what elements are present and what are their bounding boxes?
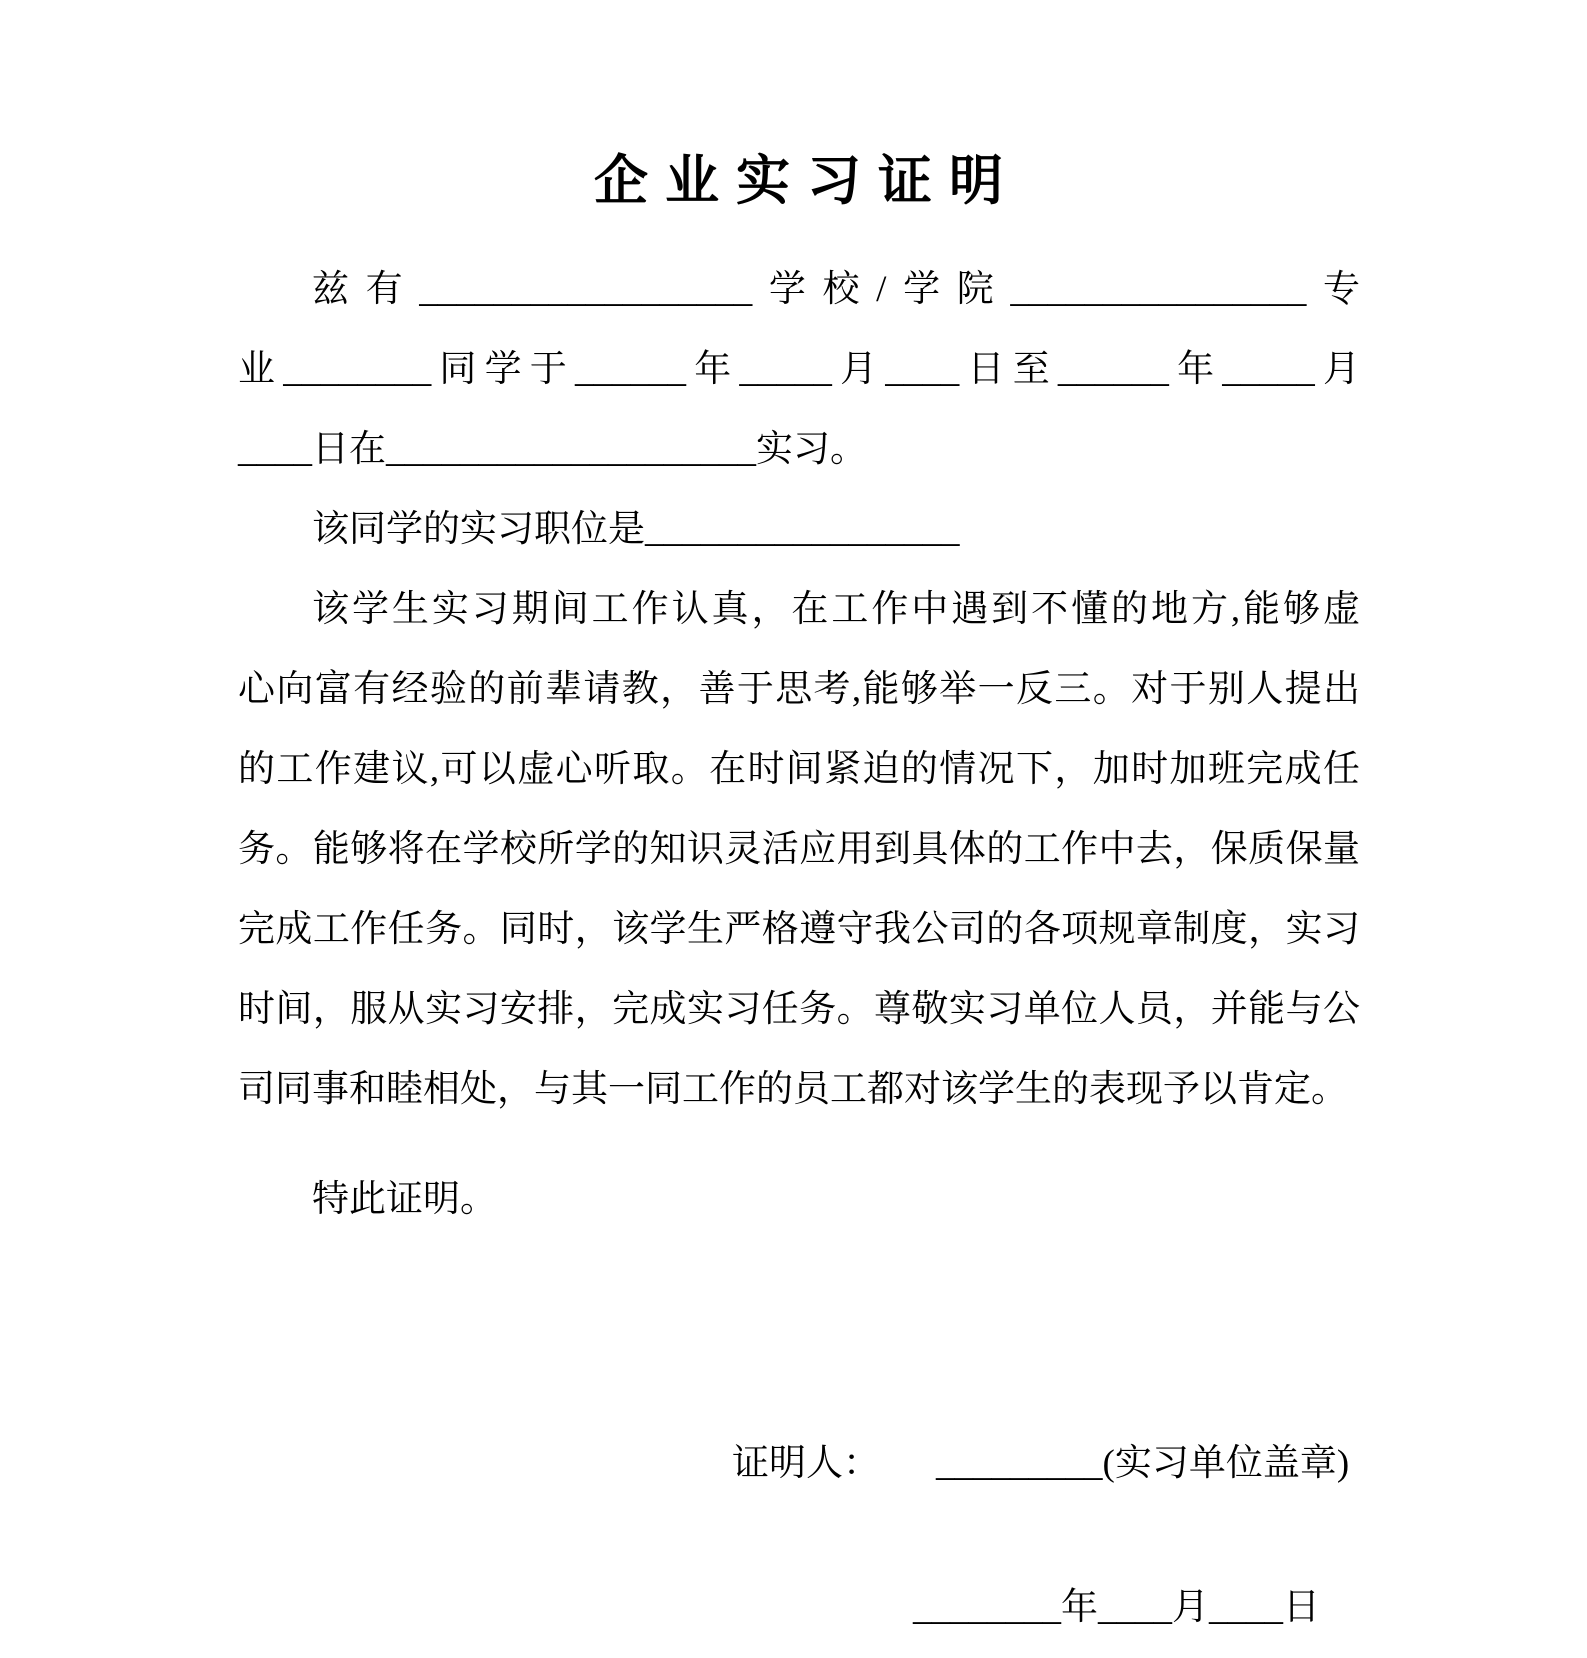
- evaluation-line-7: 司同事和睦相处，与其一同工作的员工都对该学生的表现予以肯定。: [238, 1069, 1348, 1110]
- evaluation-line-6: 时间，服从实习安排，完成实习任务。尊敬实习单位人员，并能与公: [238, 989, 1360, 1030]
- closing-statement: 特此证明。: [312, 1179, 497, 1220]
- date-line: ________年____月____日: [913, 1587, 1320, 1628]
- position-line: 该同学的实习职位是_________________: [312, 509, 960, 550]
- intro-line-3: ____日在____________________实习。: [238, 429, 867, 470]
- intro-line-2: 业________同学于______年_____月____日至______年_____月: [238, 349, 1360, 390]
- evaluation-line-2: 心向富有经验的前辈请教，善于思考,能够举一反三。对于别人提出: [238, 669, 1360, 710]
- document-title: 企 业 实 习 证 明: [593, 151, 1004, 211]
- evaluation-line-3: 的工作建议,可以虚心听取。在时间紧迫的情况下，加时加班完成任: [238, 749, 1360, 790]
- signature-blank-and-seal: _________(实习单位盖章): [936, 1443, 1350, 1484]
- evaluation-line-4: 务。能够将在学校所学的知识灵活应用到具体的工作中去，保质保量: [238, 829, 1360, 870]
- signer-label: 证明人：: [732, 1443, 880, 1484]
- signature-line: [238, 1424, 1360, 1504]
- intro-line-1: 兹有__________________学校/学院________________专: [312, 269, 1360, 310]
- evaluation-line-1: 该学生实习期间工作认真，在工作中遇到不懂的地方,能够虚: [312, 589, 1360, 630]
- evaluation-line-5: 完成工作任务。同时，该学生严格遵守我公司的各项规章制度，实习: [238, 909, 1360, 950]
